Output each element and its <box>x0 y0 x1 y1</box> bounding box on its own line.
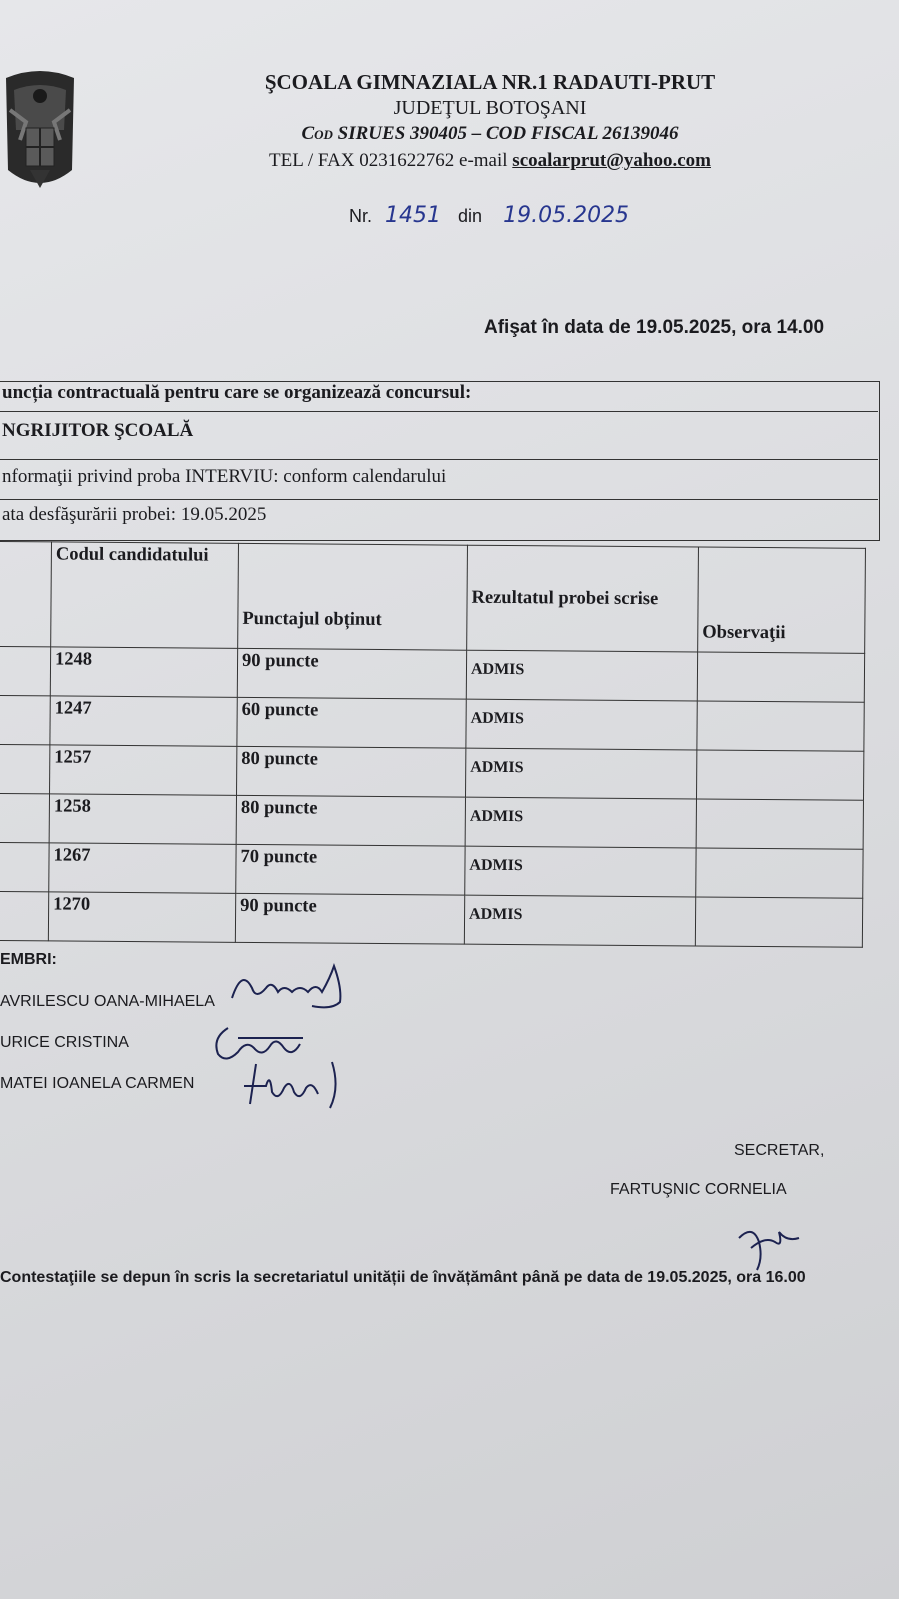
table-row <box>0 744 864 800</box>
row-index-cell <box>0 793 50 842</box>
points-cell: 90 puncte <box>235 893 464 944</box>
points-cell: 80 puncte <box>236 795 465 846</box>
candidate-code: 1257 <box>50 745 237 795</box>
county: JUDEŢUL BOTOŞANI <box>393 97 587 119</box>
fiscal-codes: Cod SIRUES 390405 – COD FISCAL 26139046 <box>301 123 679 144</box>
table-row <box>0 695 864 751</box>
date-value: 19.05.2025 <box>503 203 630 228</box>
col-points-header: Punctajul obținut <box>238 543 468 650</box>
table-row <box>0 793 863 849</box>
info-box <box>0 381 880 541</box>
signature-member-1 <box>222 958 362 1018</box>
din-label: din <box>458 206 483 226</box>
result-cell: ADMIS <box>466 650 697 701</box>
row-index-cell <box>0 891 49 940</box>
result-cell: ADMIS <box>466 748 697 799</box>
signature-member-3 <box>236 1058 346 1114</box>
result-cell: ADMIS <box>465 797 696 848</box>
candidate-code: 1247 <box>50 696 237 746</box>
result-cell: ADMIS <box>464 895 695 946</box>
observations-cell <box>696 799 863 849</box>
appeal-note: Contestaţiile se depun în scris la secretariatul unității de învățământ până pe data de 19.05.2025, ora 16.00 <box>0 1269 806 1286</box>
member-1: AVRILESCU OANA-MIHAELA <box>0 993 215 1010</box>
table-header-row <box>0 542 865 654</box>
points-cell: 60 puncte <box>237 697 466 748</box>
observations-cell <box>696 750 863 800</box>
function-label: uncția contractuală pentru care se organizează concursul: <box>0 382 878 412</box>
row-index-cell <box>0 647 51 696</box>
observations-cell <box>697 701 864 751</box>
contact-line <box>180 150 800 172</box>
points-cell: 70 puncte <box>236 844 465 895</box>
observations-cell <box>696 848 863 898</box>
row-index-cell <box>0 842 49 891</box>
school-name: ŞCOALA GIMNAZIALA NR.1 RADAUTI-PRUT <box>264 70 716 94</box>
results-table <box>0 541 866 948</box>
interview-info: nformaţii privind proba INTERVIU: conform calendarului <box>0 460 878 500</box>
nr-value: 1451 <box>385 203 442 228</box>
points-cell: 80 puncte <box>237 746 466 797</box>
members-title: EMBRI: <box>0 951 57 968</box>
coat-of-arms-icon <box>0 70 80 196</box>
function-value: NGRIJITOR ŞCOALĂ <box>0 412 878 460</box>
contact-prefix: TEL / FAX 0231622762 e-mail <box>269 150 513 171</box>
candidate-code: 1270 <box>48 892 235 942</box>
member-2: URICE CRISTINA <box>0 1034 129 1051</box>
candidate-code: 1248 <box>50 647 237 697</box>
secretary-title: SECRETAR, <box>734 1142 825 1159</box>
points-cell: 90 puncte <box>237 648 466 699</box>
exam-date: ata desfăşurării probei: 19.05.2025 <box>2 504 267 525</box>
row-index-cell <box>0 744 50 793</box>
col-result-header: Rezultatul probei scrise <box>467 545 699 652</box>
candidate-code: 1258 <box>49 794 236 844</box>
posted-date: Afişat în data de 19.05.2025, ora 14.00 <box>484 317 825 338</box>
col-index-header <box>0 542 51 647</box>
col-code-header: Codul candidatului <box>51 542 239 648</box>
col-observations-header: Observaţii <box>698 547 866 653</box>
member-3: MATEI IOANELA CARMEN <box>0 1075 195 1092</box>
registration-line <box>349 203 629 228</box>
secretary-name: FARTUŞNIC CORNELIA <box>610 1181 787 1198</box>
candidate-code: 1267 <box>49 843 236 893</box>
observations-cell <box>697 652 864 702</box>
table-row <box>0 647 865 703</box>
result-cell: ADMIS <box>465 846 696 897</box>
email-link[interactable]: scoalarprut@yahoo.com <box>512 150 711 171</box>
observations-cell <box>695 897 862 947</box>
result-cell: ADMIS <box>466 699 697 750</box>
table-row <box>0 842 863 898</box>
nr-label: Nr. <box>349 206 373 226</box>
row-index-cell <box>0 695 50 744</box>
table-row <box>0 891 863 947</box>
